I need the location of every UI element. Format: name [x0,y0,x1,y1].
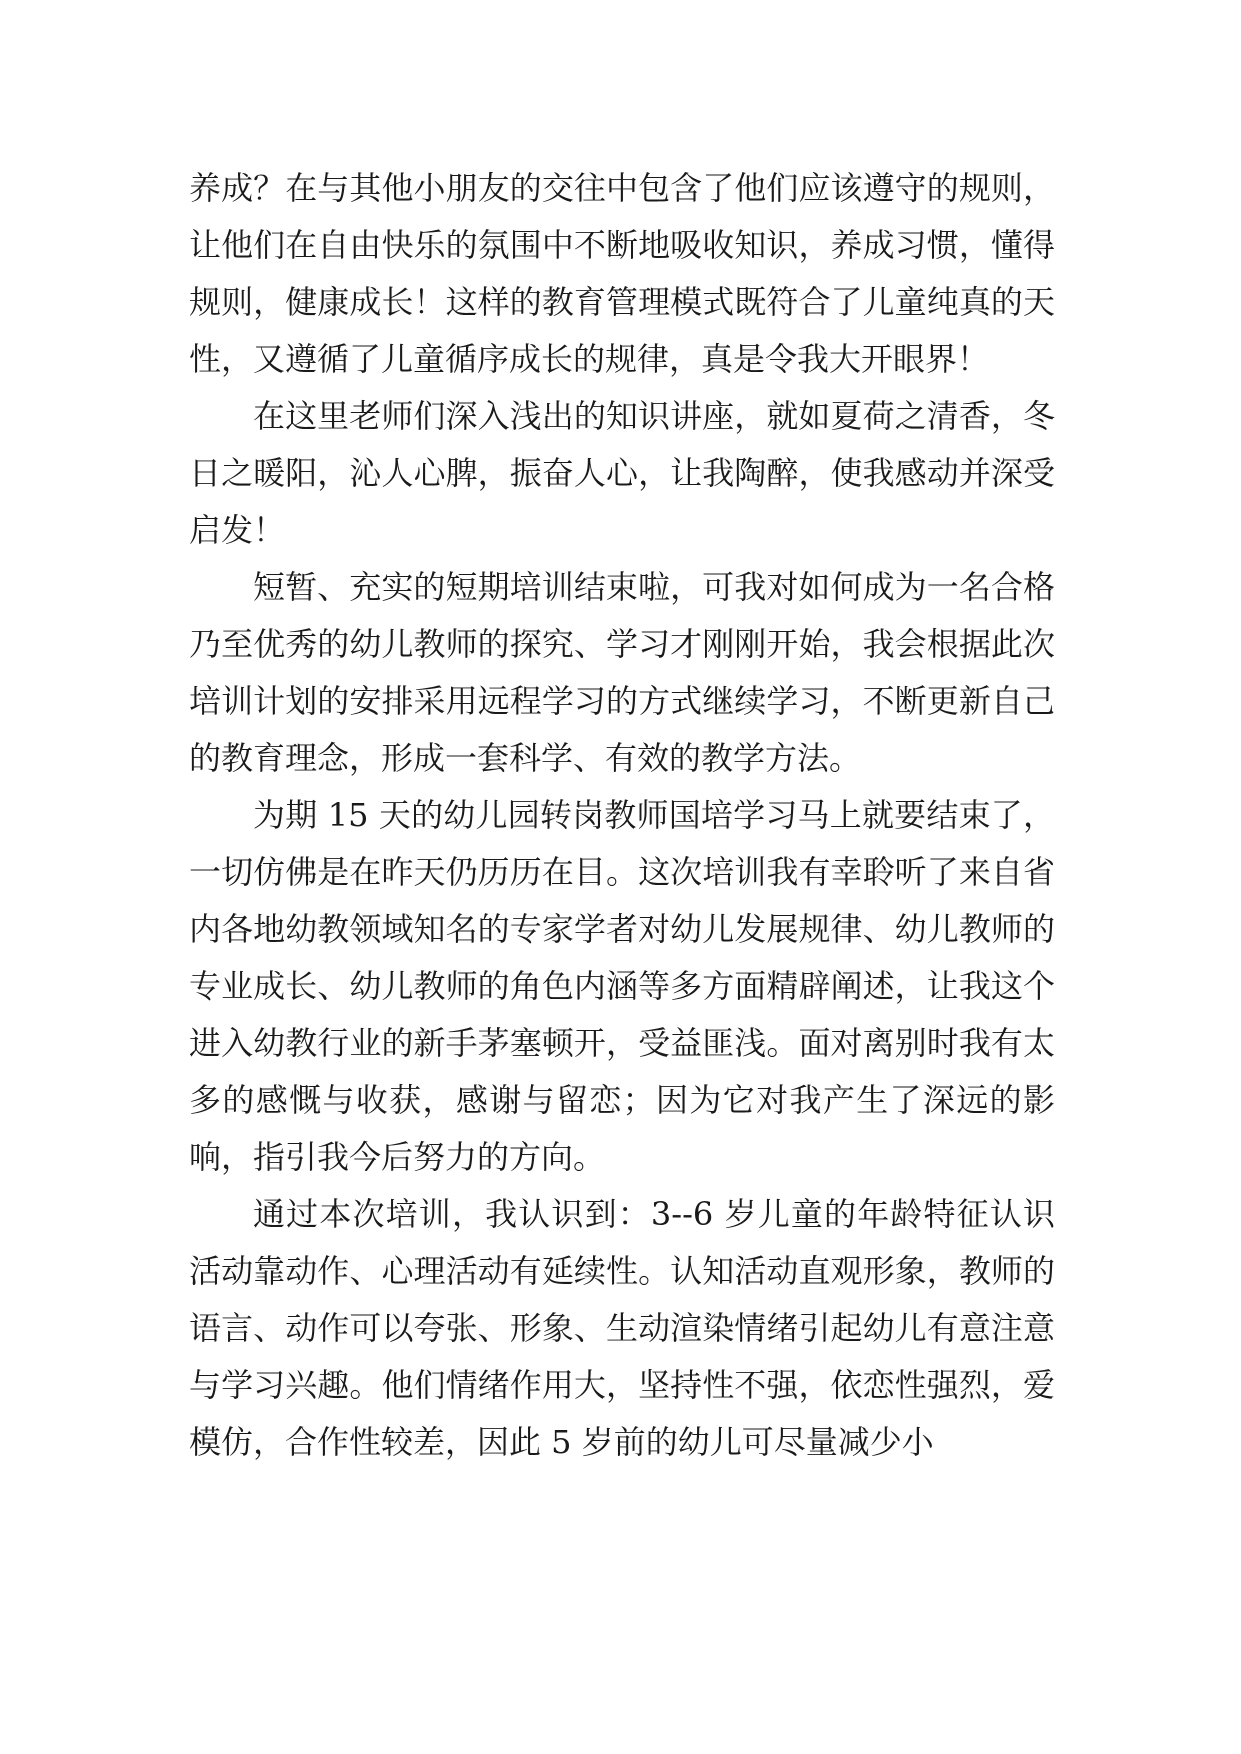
paragraph-2: 在这里老师们深入浅出的知识讲座，就如夏荷之清香，冬日之暖阳，沁人心脾，振奋人心，让我陶醉，使我感动并深受启发！ [189,397,1055,549]
document-body [189,160,1055,1471]
paragraph-3: 短暂、充实的短期培训结束啦，可我对如何成为一名合格乃至优秀的幼儿教师的探究、学习才刚刚开始，我会根据此次培训计划的安排采用远程学习的方式继续学习，不断更新自己的教育理念，形成一套科学、有效的教学方法。 [189,568,1055,777]
paragraph-4: 为期 15 天的幼儿园转岗教师国培学习马上就要结束了，一切仿佛是在昨天仍历历在目。这次培训我有幸聆听了来自省内各地幼教领域知名的专家学者对幼儿发展规律、幼儿教师的专业成长、幼儿教师的角色内涵等多方面精辟阐述，让我这个进入幼教行业的新手茅塞顿开，受益匪浅。面对离别时我有太多的感慨与收获，感谢与留恋；因为它对我产生了深远的影响，指引我今后努力的方向。 [189,796,1055,1176]
paragraph-5: 通过本次培训，我认识到：3--6 岁儿童的年龄特征认识活动靠动作、心理活动有延续性。认知活动直观形象，教师的语言、动作可以夸张、形象、生动渲染情绪引起幼儿有意注意与学习兴趣。他们情绪作用大，坚持性不强，依恋性强烈，爱模仿，合作性较差，因此 5 岁前的幼儿可尽量减少小 [189,1195,1055,1461]
paragraph-1: 养成？在与其他小朋友的交往中包含了他们应该遵守的规则，让他们在自由快乐的氛围中不断地吸收知识，养成习惯，懂得规则，健康成长！这样的教育管理模式既符合了儿童纯真的天性，又遵循了儿童循序成长的规律，真是令我大开眼界！ [189,169,1055,378]
